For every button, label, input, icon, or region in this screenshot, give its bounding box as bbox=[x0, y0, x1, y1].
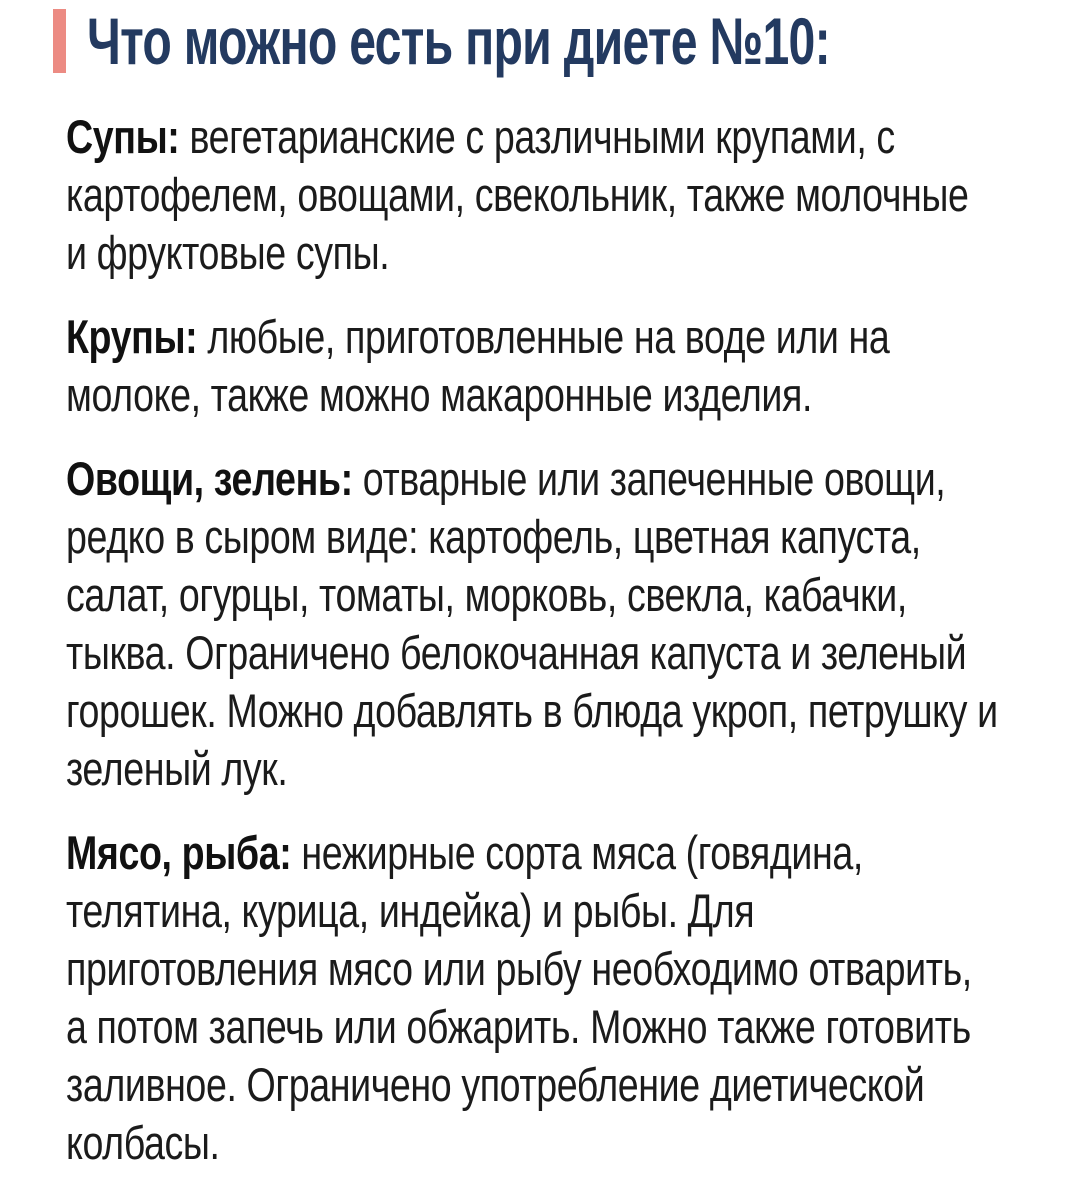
page-title: Что можно есть при диете №10: bbox=[87, 4, 830, 78]
accent-bar bbox=[53, 9, 66, 73]
diet-article bbox=[0, 4, 1085, 1200]
paragraph-vegetables bbox=[66, 450, 998, 798]
article-header bbox=[53, 4, 1085, 78]
section-label-meat-fish: Мясо, рыба: bbox=[66, 826, 292, 879]
section-text-meat-fish: нежирные сорта мяса (говядина, телятина, курица, индейка) и рыбы. Для приготовления мясо или рыбу необходимо отварить, а потом запечь или обжарить. Можно также готовить заливное. Ограничено употребление диетической колбасы. bbox=[66, 826, 972, 1169]
section-text-vegetables: отварные или запеченные овощи, редко в сыром виде: картофель, цветная капуста, салат, огурцы, томаты, морковь, свекла, кабачки, тыква. Ограничено белокочанная капуста и зеленый горошек. Можно добавлять в блюда укроп, петрушку и зеленый лук. bbox=[66, 452, 998, 795]
paragraph-grains bbox=[66, 308, 998, 424]
section-label-grains: Крупы: bbox=[66, 310, 198, 363]
section-text-grains: любые, приготовленные на воде или на молоке, также можно макаронные изделия. bbox=[66, 310, 890, 421]
section-text-soups: вегетарианские с различными крупами, с картофелем, овощами, свекольник, также молочные и фруктовые супы. bbox=[66, 110, 969, 279]
paragraph-meat-fish bbox=[66, 824, 998, 1172]
article-content bbox=[66, 108, 1085, 1172]
section-label-soups: Супы: bbox=[66, 110, 180, 163]
section-label-vegetables: Овощи, зелень: bbox=[66, 452, 353, 505]
paragraph-soups bbox=[66, 108, 998, 282]
